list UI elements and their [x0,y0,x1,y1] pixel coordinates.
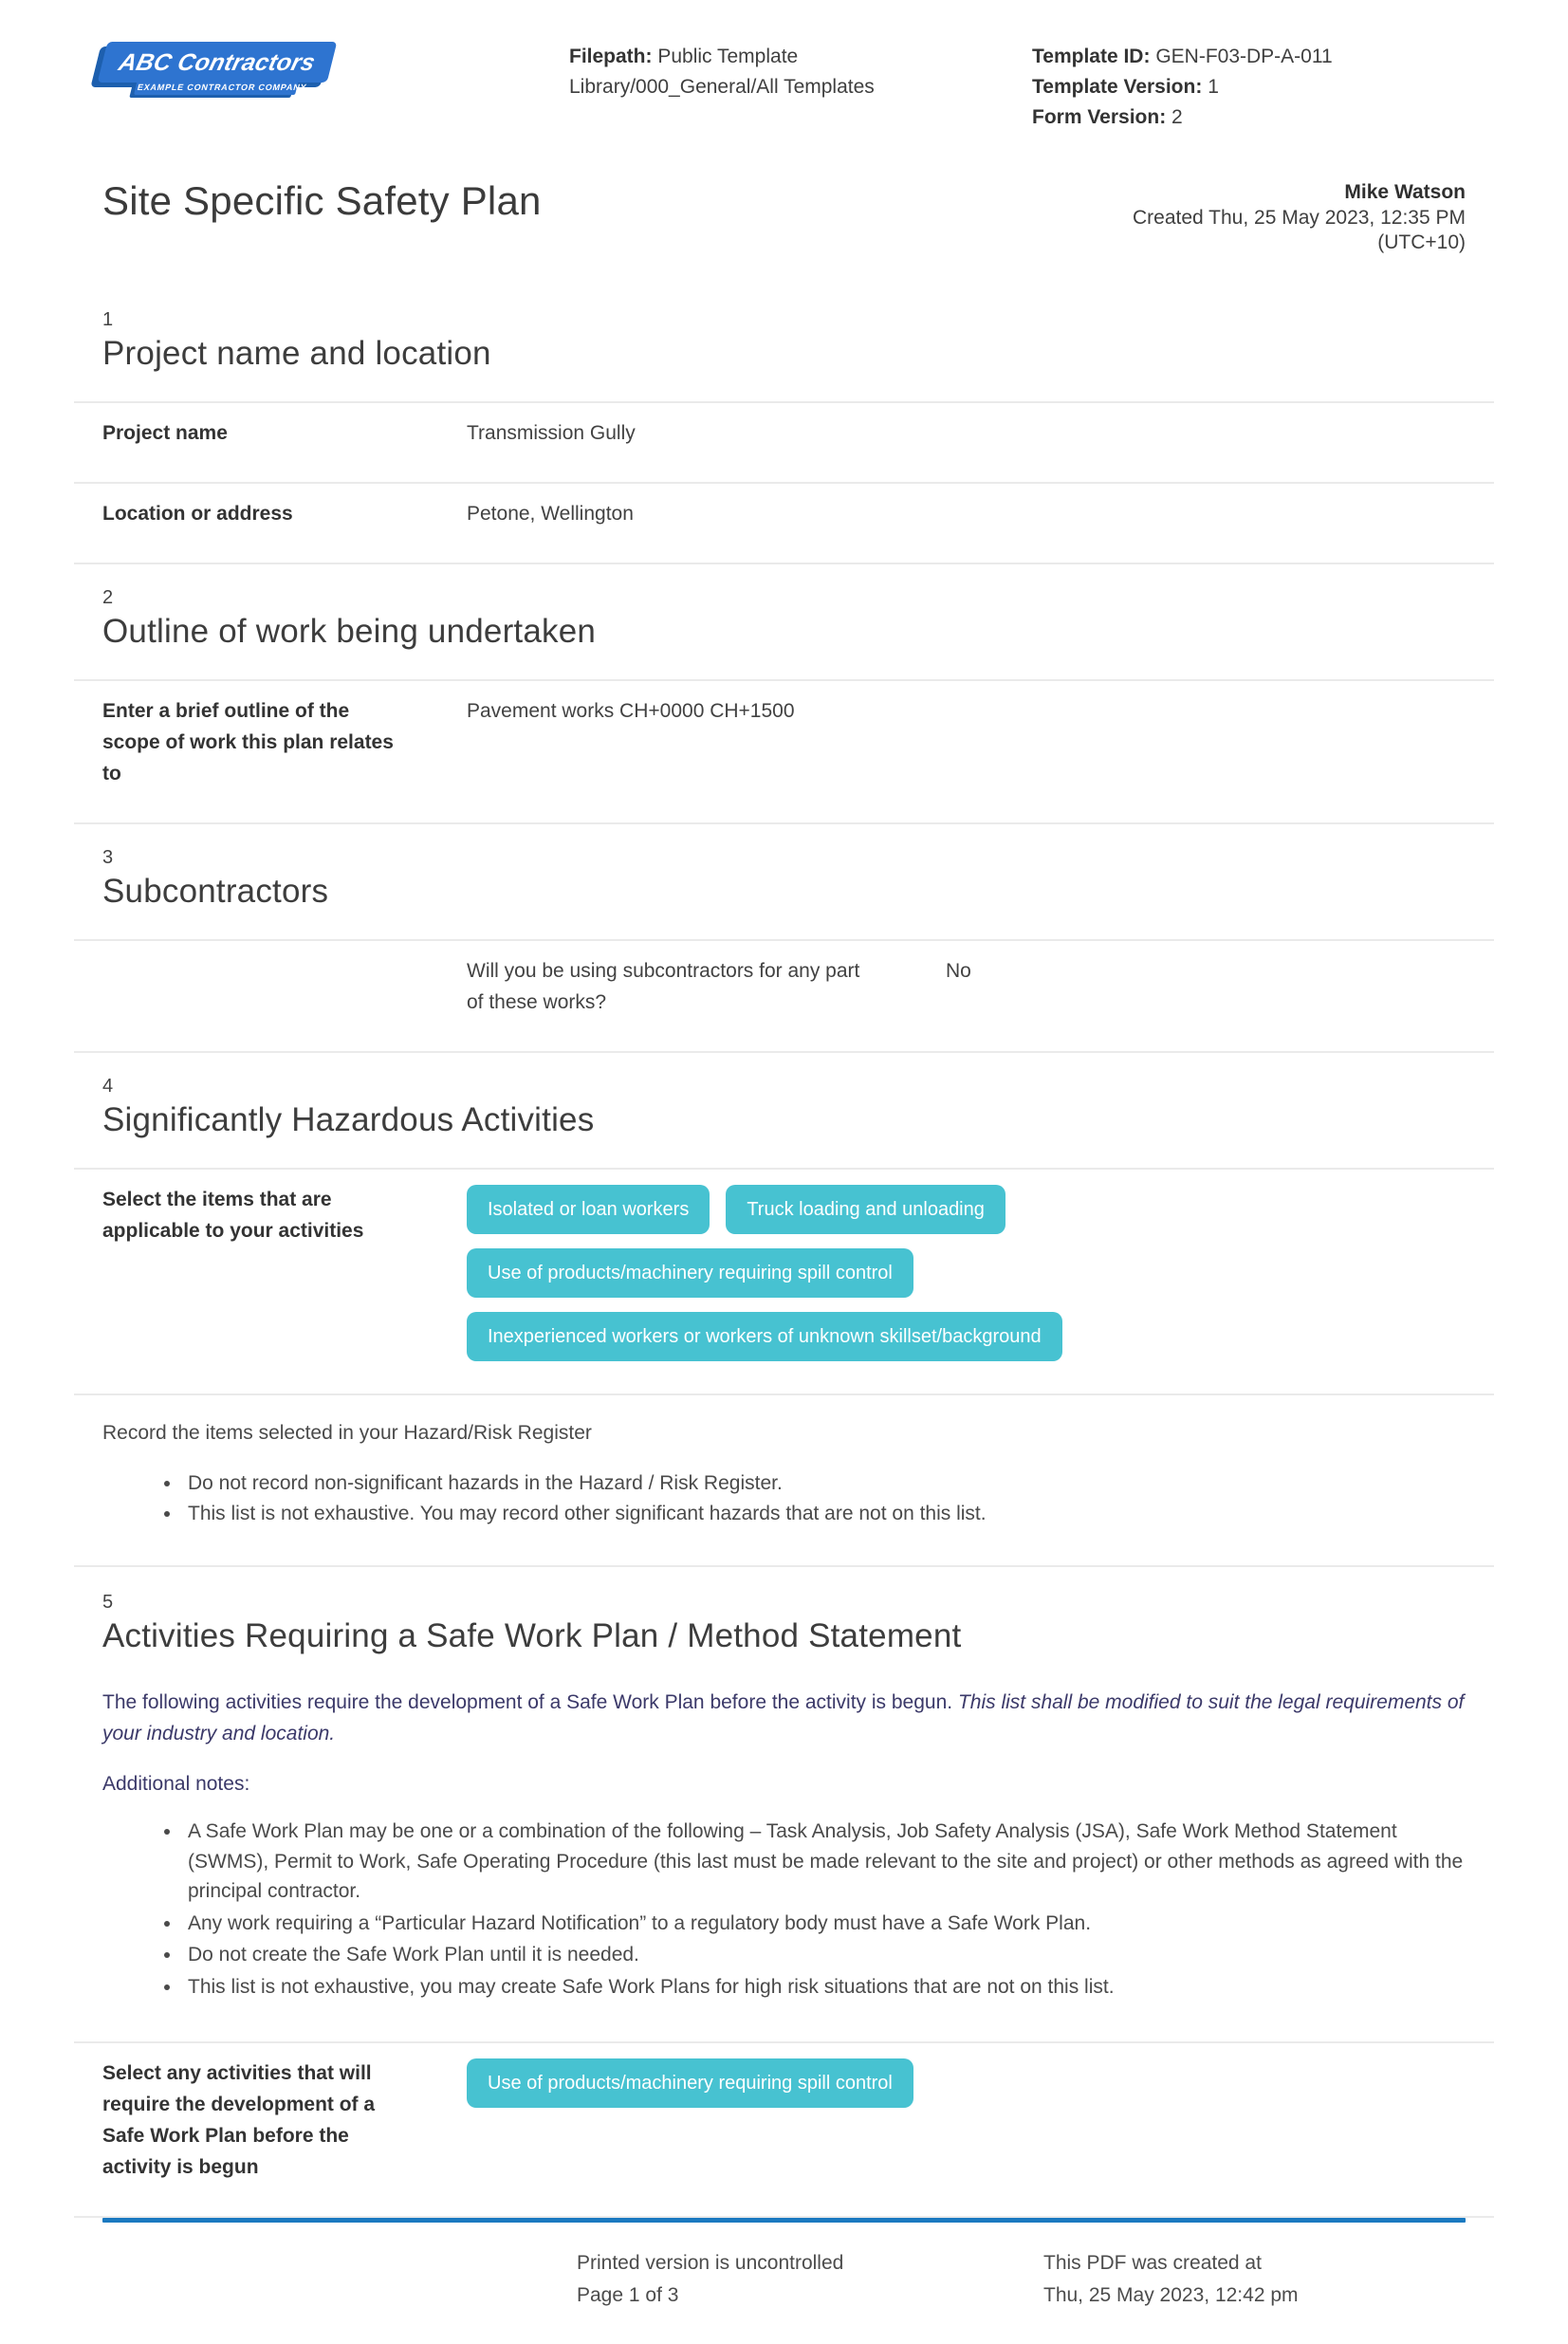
logo-subtitle: EXAMPLE CONTRACTOR COMPANY [134,80,299,95]
field-label: Select the items that are applicable to your activities [102,1188,364,1242]
filepath [569,42,1032,102]
field-label: Select any activities that will require the development of a Safe Work Plan before the activity is begun [102,2062,376,2178]
footer-spacer [102,2247,577,2312]
field-value: Transmission Gully [467,421,636,444]
field-row-location [74,482,1494,563]
form-version-label: Form Version: [1032,105,1167,128]
footer-columns [74,2223,1494,2312]
footer-page-number: Page 1 of 3 [577,2283,679,2306]
section-number: 3 [102,846,114,868]
section-outline-of-work [74,587,1494,824]
footer-created-info [1043,2247,1466,2312]
template-id-label: Template ID: [1032,46,1151,67]
section-1-head [74,309,1494,373]
timezone: (UTC+10) [1377,231,1466,254]
note-bullet: • This list is not exhaustive. You may record other significant hazards that are not on this list. [182,1499,1466,1529]
field-label-empty [74,956,467,1019]
field-row-applicable-items [74,1168,1494,1393]
footer-print-info [577,2247,1043,2312]
section-3-head [74,847,1494,911]
question-text: Will you be using subcontractors for any part of these works? [467,959,860,1013]
form-version-value: 2 [1171,105,1183,128]
field-row-project-name [74,401,1494,482]
field-label: Project name [102,421,228,444]
template-id-row [1032,42,1466,72]
note-bullet: • Do not record non-significant hazards in the Hazard / Risk Register. [182,1468,1466,1499]
swp-bullet: • A Safe Work Plan may be one or a combination of the following – Task Analysis, Job Safety Analysis (JSA), Safe Work Method Statement (SWMS), Permit to Work, Safe Operating Procedure (this last must be made relevant to the site and project) or other methods as agreed with the principal contractor. [182,1817,1466,1907]
section-project-name-and-location [74,309,1494,564]
logo-banner [98,42,338,83]
section-2-table [74,679,1494,824]
field-row-scope-outline [74,679,1494,822]
note-text: Record the items selected in your Hazard/Risk Register [102,1421,592,1444]
page-header [74,38,1494,128]
note-bullet-list [102,1468,1466,1529]
filepath-label: Filepath: [569,46,653,67]
answer-text: No [946,959,971,982]
field-row-swp-activities [74,2041,1494,2216]
field-row-subcontractors-question [74,939,1494,1051]
hazard-chip: Use of products/machinery requiring spill control [467,1248,913,1298]
field-value: Petone, Wellington [467,502,634,525]
section-5-head [74,1592,1494,1655]
hazard-chip: Isolated or loan workers [467,1185,710,1234]
swp-bullet-list [74,1817,1494,2002]
section-activities-requiring-swp [74,1592,1494,2218]
swp-bullet: • This list is not exhaustive, you may create Safe Work Plans for high risk situations that are not on this list. [182,1972,1466,2003]
additional-notes-label: Additional notes: [102,1773,250,1795]
selected-activities-list [467,2058,1494,2184]
section-4-head [74,1076,1494,1139]
swp-bullet: • Do not create the Safe Work Plan until it is needed. [182,1940,1466,1970]
hazard-register-note [74,1395,1494,1567]
intro-italic: This list shall be modified to suit the legal requirements of your industry and location. [102,1691,1465,1745]
section-4-table [74,1168,1494,1395]
title-row [74,178,1494,256]
template-version-row [1032,72,1466,102]
section-significantly-hazardous-activities [74,1076,1494,1567]
field-value: Pavement works CH+0000 CH+1500 [467,699,795,722]
activity-chip: Use of products/machinery requiring spill control [467,2058,913,2108]
footer-created-date: Thu, 25 May 2023, 12:42 pm [1043,2283,1299,2306]
section-number: 2 [102,586,114,608]
section-heading: Outline of work being undertaken [102,612,597,650]
section-number: 5 [102,1592,114,1614]
section-1-table [74,401,1494,564]
section-number: 4 [102,1075,114,1097]
selected-hazards-list [467,1185,1494,1361]
form-version-row [1032,102,1466,133]
section-3-table [74,939,1494,1053]
intro-normal: The following activities require the development of a Safe Work Plan before the activity is begun. [102,1691,958,1714]
document-title: Site Specific Safety Plan [102,178,542,223]
template-id-value: GEN-F03-DP-A-011 [1155,46,1333,67]
created-block [1133,178,1466,256]
footer-created-label: This PDF was created at [1043,2251,1262,2274]
logo-title: ABC Contractors [116,49,319,76]
filepath-value: Public Template Library/000_General/All Templates [569,46,875,98]
section-heading: Activities Requiring a Safe Work Plan / Method Statement [102,1617,962,1655]
hazard-chip: Truck loading and unloading [726,1185,1005,1234]
section-2-head [74,587,1494,651]
template-version-value: 1 [1208,75,1219,98]
section-subcontractors [74,847,1494,1053]
intro-paragraph [74,1688,1494,1750]
swp-bullet: • Any work requiring a “Particular Hazard Notification” to a regulatory body must have a Safe Work Plan. [182,1909,1466,1939]
template-meta [1032,42,1466,133]
page-footer [74,2218,1494,2344]
hazard-chip: Inexperienced workers or workers of unknown skillset/background [467,1312,1062,1361]
field-label: Location or address [102,502,293,525]
section-heading: Significantly Hazardous Activities [102,1100,595,1138]
section-heading: Subcontractors [102,872,329,910]
section-5-table [74,2041,1494,2218]
section-number: 1 [102,308,114,330]
footer-printed-note: Printed version is uncontrolled [577,2251,844,2274]
created-date: Created Thu, 25 May 2023, 12:35 PM [1133,206,1466,229]
section-heading: Project name and location [102,334,491,372]
field-label: Enter a brief outline of the scope of work this plan relates to [102,699,394,784]
template-version-label: Template Version: [1032,75,1203,98]
company-logo [102,42,330,95]
author-name: Mike Watson [1344,181,1466,203]
